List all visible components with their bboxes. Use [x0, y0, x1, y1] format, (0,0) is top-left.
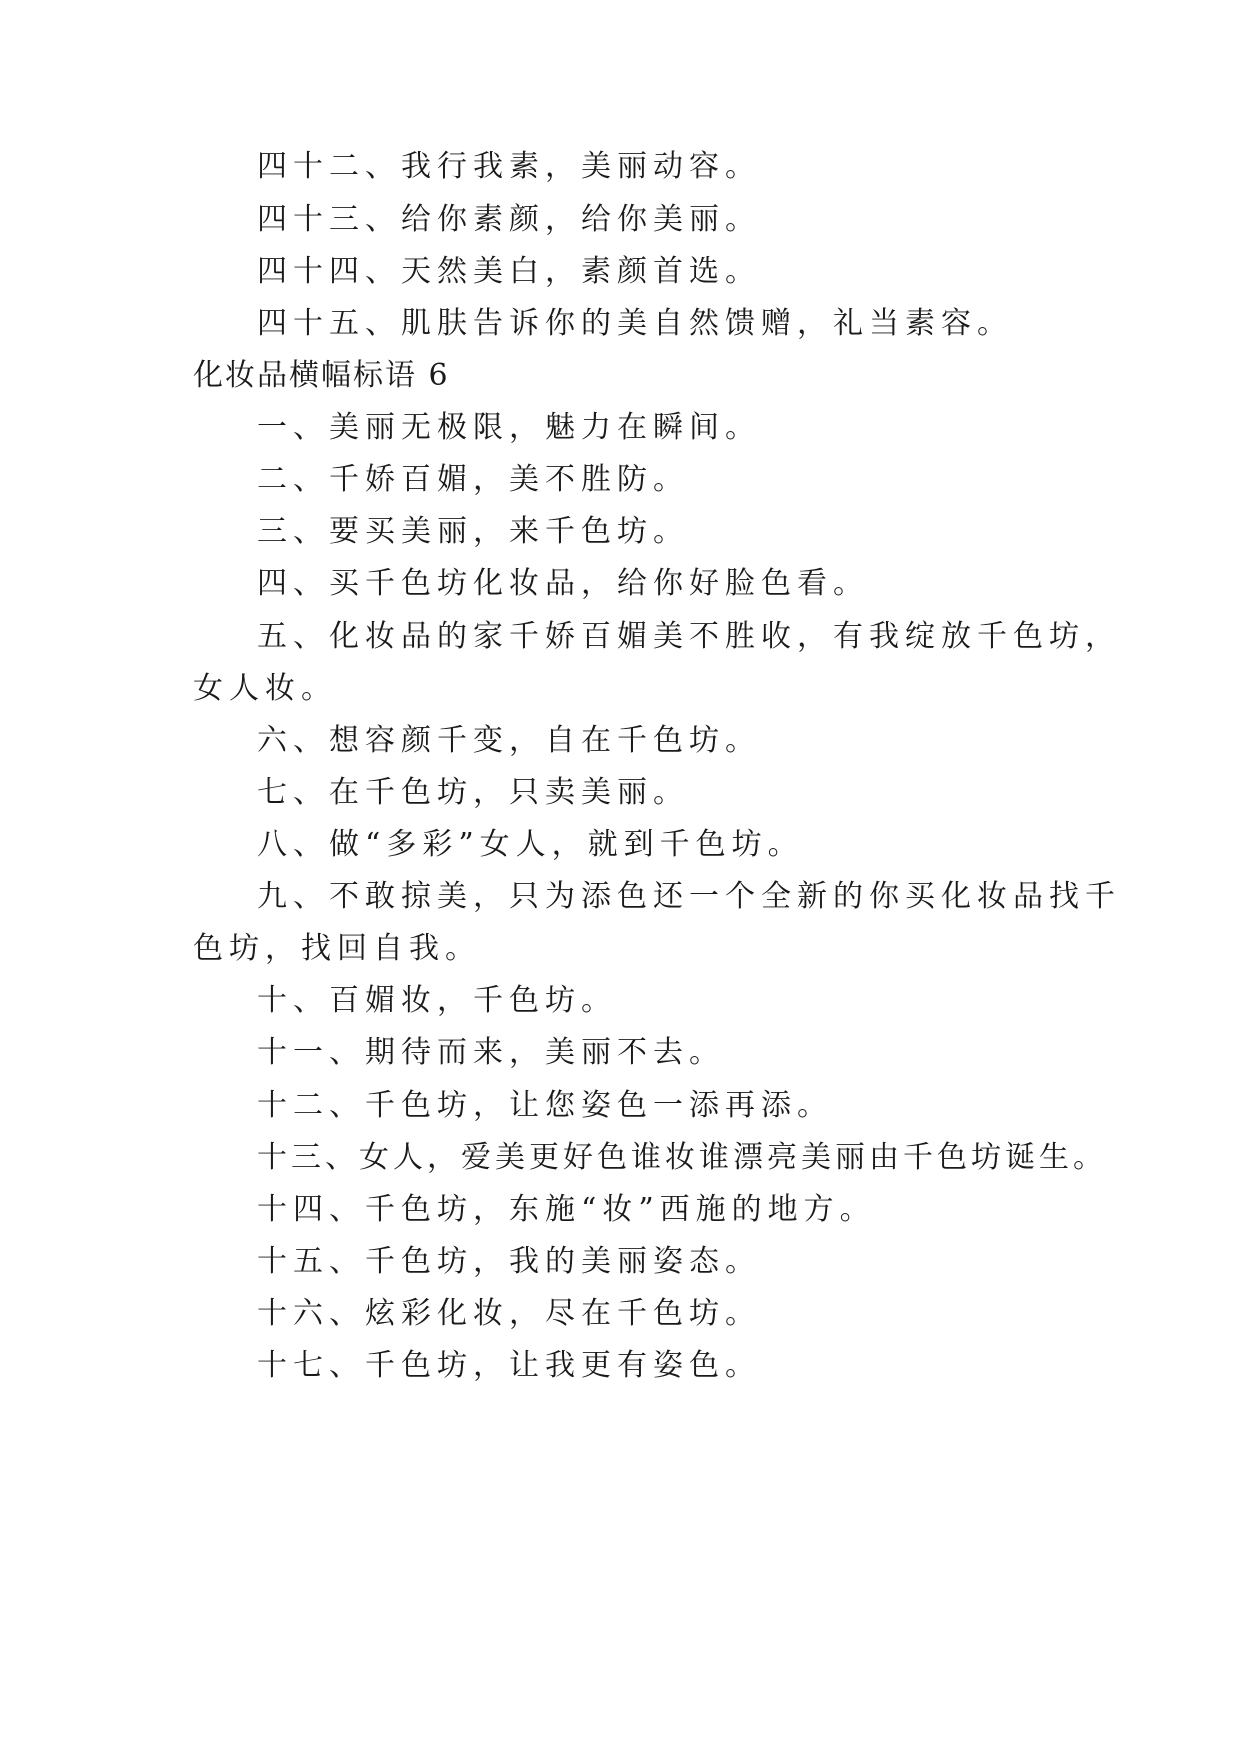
slogan-7: 七、在千色坊，只卖美丽。: [257, 775, 689, 810]
slogan-6: 六、想容颜千变，自在千色坊。: [257, 723, 761, 758]
slogan-11: 十一、期待而来，美丽不去。: [257, 1035, 725, 1070]
slogan-1: 一、美丽无极限，魅力在瞬间。: [257, 410, 761, 445]
slogan-5: 五、化妆品的家千娇百媚美不胜收，有我绽放千色坊，: [257, 619, 1121, 654]
section-heading: 化妆品横幅标语 6: [193, 358, 450, 393]
slogan-8: 八、做“多彩”女人，就到千色坊。: [257, 827, 804, 862]
slogan-42: 四十二、我行我素，美丽动容。: [257, 149, 761, 184]
slogan-9: 九、不敢掠美，只为添色还一个全新的你买化妆品找千: [257, 879, 1121, 914]
slogan-43: 四十三、给你素颜，给你美丽。: [257, 202, 761, 237]
slogan-3: 三、要买美丽，来千色坊。: [257, 514, 689, 549]
slogan-45: 四十五、肌肤告诉你的美自然馈赠，礼当素容。: [257, 306, 1013, 341]
slogan-2: 二、千娇百媚，美不胜防。: [257, 462, 689, 497]
slogan-10: 十、百媚妆，千色坊。: [257, 983, 617, 1018]
slogan-15: 十五、千色坊，我的美丽姿态。: [257, 1244, 761, 1279]
slogan-13: 十三、女人，爱美更好色谁妆谁漂亮美丽由千色坊诞生。: [257, 1140, 1107, 1175]
slogan-9-continued: 色坊，找回自我。: [193, 931, 481, 966]
slogan-12: 十二、千色坊，让您姿色一添再添。: [257, 1088, 833, 1123]
slogan-5-continued: 女人妆。: [193, 671, 337, 706]
slogan-16: 十六、炫彩化妆，尽在千色坊。: [257, 1296, 761, 1331]
slogan-17: 十七、千色坊，让我更有姿色。: [257, 1348, 761, 1383]
slogan-14: 十四、千色坊，东施“妆”西施的地方。: [257, 1192, 876, 1227]
slogan-44: 四十四、天然美白，素颜首选。: [257, 254, 761, 289]
slogan-4: 四、买千色坊化妆品，给你好脸色看。: [257, 566, 869, 601]
